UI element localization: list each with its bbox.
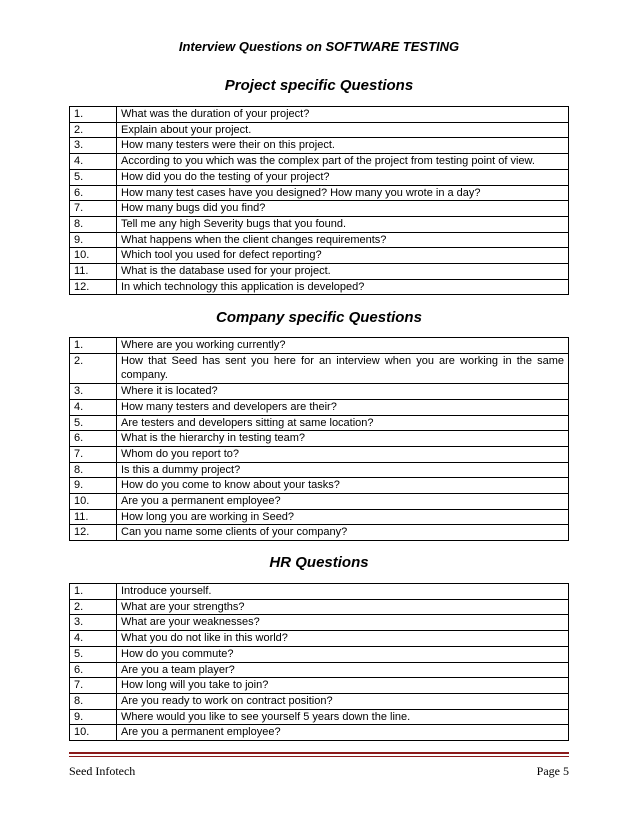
question-text: How long you are working in Seed?	[117, 509, 569, 525]
question-number: 3.	[70, 384, 117, 400]
table-row	[70, 494, 569, 510]
section-title-company: Company specific Questions	[216, 309, 422, 326]
question-text: Where would you like to see yourself 5 years down the line.	[117, 709, 569, 725]
table-row	[70, 431, 569, 447]
question-text: Are testers and developers sitting at same location?	[117, 415, 569, 431]
table-row	[70, 279, 569, 295]
question-number: 5.	[70, 415, 117, 431]
company-questions-table	[69, 337, 569, 541]
question-text: Whom do you report to?	[117, 446, 569, 462]
question-text: How long will you take to join?	[117, 678, 569, 694]
question-text: Can you name some clients of your company?	[117, 525, 569, 541]
question-number: 9.	[70, 709, 117, 725]
footer-company: Seed Infotech	[69, 764, 136, 778]
table-row	[70, 399, 569, 415]
question-text: How that Seed has sent you here for an interview when you are working in the same company.	[117, 353, 569, 383]
table-row	[70, 662, 569, 678]
question-number: 1.	[70, 584, 117, 600]
table-row	[70, 709, 569, 725]
question-number: 6.	[70, 662, 117, 678]
question-text: Where it is located?	[117, 384, 569, 400]
question-number: 10.	[70, 725, 117, 741]
question-number: 6.	[70, 185, 117, 201]
question-text: In which technology this application is developed?	[117, 279, 569, 295]
question-text: Which tool you used for defect reporting?	[117, 248, 569, 264]
table-row	[70, 264, 569, 280]
table-row	[70, 599, 569, 615]
table-row	[70, 107, 569, 123]
table-row	[70, 201, 569, 217]
table-row	[70, 725, 569, 741]
question-number: 4.	[70, 631, 117, 647]
table-row	[70, 678, 569, 694]
question-number: 11.	[70, 509, 117, 525]
question-number: 10.	[70, 248, 117, 264]
table-row	[70, 509, 569, 525]
question-number: 8.	[70, 216, 117, 232]
question-text: Are you ready to work on contract position?	[117, 693, 569, 709]
question-number: 4.	[70, 399, 117, 415]
question-text: Tell me any high Severity bugs that you found.	[117, 216, 569, 232]
table-row	[70, 216, 569, 232]
section-title-project: Project specific Questions	[224, 77, 414, 94]
table-row	[70, 185, 569, 201]
question-text: What are your strengths?	[117, 599, 569, 615]
question-number: 9.	[70, 478, 117, 494]
document-header: Interview Questions on SOFTWARE TESTING	[178, 39, 460, 54]
question-text: How many test cases have you designed? How many you wrote in a day?	[117, 185, 569, 201]
table-row	[70, 462, 569, 478]
question-number: 5.	[70, 646, 117, 662]
question-text: What happens when the client changes requirements?	[117, 232, 569, 248]
question-number: 9.	[70, 232, 117, 248]
project-questions-table	[69, 106, 569, 295]
table-row	[70, 646, 569, 662]
question-number: 1.	[70, 338, 117, 354]
table-row	[70, 154, 569, 170]
question-number: 8.	[70, 462, 117, 478]
question-text: What is the hierarchy in testing team?	[117, 431, 569, 447]
table-row	[70, 615, 569, 631]
question-text: How many bugs did you find?	[117, 201, 569, 217]
question-number: 12.	[70, 525, 117, 541]
question-number: 8.	[70, 693, 117, 709]
question-number: 2.	[70, 122, 117, 138]
question-text: What you do not like in this world?	[117, 631, 569, 647]
question-number: 3.	[70, 138, 117, 154]
table-row	[70, 169, 569, 185]
question-number: 1.	[70, 107, 117, 123]
table-row	[70, 353, 569, 383]
table-row	[70, 248, 569, 264]
table-row	[70, 122, 569, 138]
question-number: 7.	[70, 678, 117, 694]
footer-rule-thick	[69, 752, 569, 754]
question-text: Explain about your project.	[117, 122, 569, 138]
question-number: 10.	[70, 494, 117, 510]
question-number: 6.	[70, 431, 117, 447]
footer-page-number: Page 5	[536, 764, 569, 778]
table-row	[70, 693, 569, 709]
question-text: What was the duration of your project?	[117, 107, 569, 123]
question-number: 2.	[70, 353, 117, 383]
question-text: Are you a permanent employee?	[117, 494, 569, 510]
question-text: How many testers were their on this project.	[117, 138, 569, 154]
question-text: Are you a team player?	[117, 662, 569, 678]
question-text: What is the database used for your project.	[117, 264, 569, 280]
table-row	[70, 232, 569, 248]
question-text: How did you do the testing of your project?	[117, 169, 569, 185]
hr-questions-table	[69, 583, 569, 741]
question-number: 4.	[70, 154, 117, 170]
question-number: 7.	[70, 446, 117, 462]
question-text: Introduce yourself.	[117, 584, 569, 600]
table-row	[70, 584, 569, 600]
table-row	[70, 478, 569, 494]
question-text: How do you commute?	[117, 646, 569, 662]
question-text: How do you come to know about your tasks?	[117, 478, 569, 494]
question-text: How many testers and developers are their?	[117, 399, 569, 415]
question-number: 3.	[70, 615, 117, 631]
table-row	[70, 525, 569, 541]
question-number: 12.	[70, 279, 117, 295]
table-row	[70, 631, 569, 647]
table-row	[70, 384, 569, 400]
question-text: Are you a permanent employee?	[117, 725, 569, 741]
question-text: Where are you working currently?	[117, 338, 569, 354]
question-number: 2.	[70, 599, 117, 615]
table-row	[70, 415, 569, 431]
question-text: According to you which was the complex part of the project from testing point of view.	[117, 154, 569, 170]
table-row	[70, 338, 569, 354]
question-number: 5.	[70, 169, 117, 185]
question-text: What are your weaknesses?	[117, 615, 569, 631]
question-number: 7.	[70, 201, 117, 217]
question-text: Is this a dummy project?	[117, 462, 569, 478]
question-number: 11.	[70, 264, 117, 280]
table-row	[70, 138, 569, 154]
section-title-hr: HR Questions	[269, 554, 369, 571]
table-row	[70, 446, 569, 462]
footer-rule-thin	[69, 756, 569, 757]
